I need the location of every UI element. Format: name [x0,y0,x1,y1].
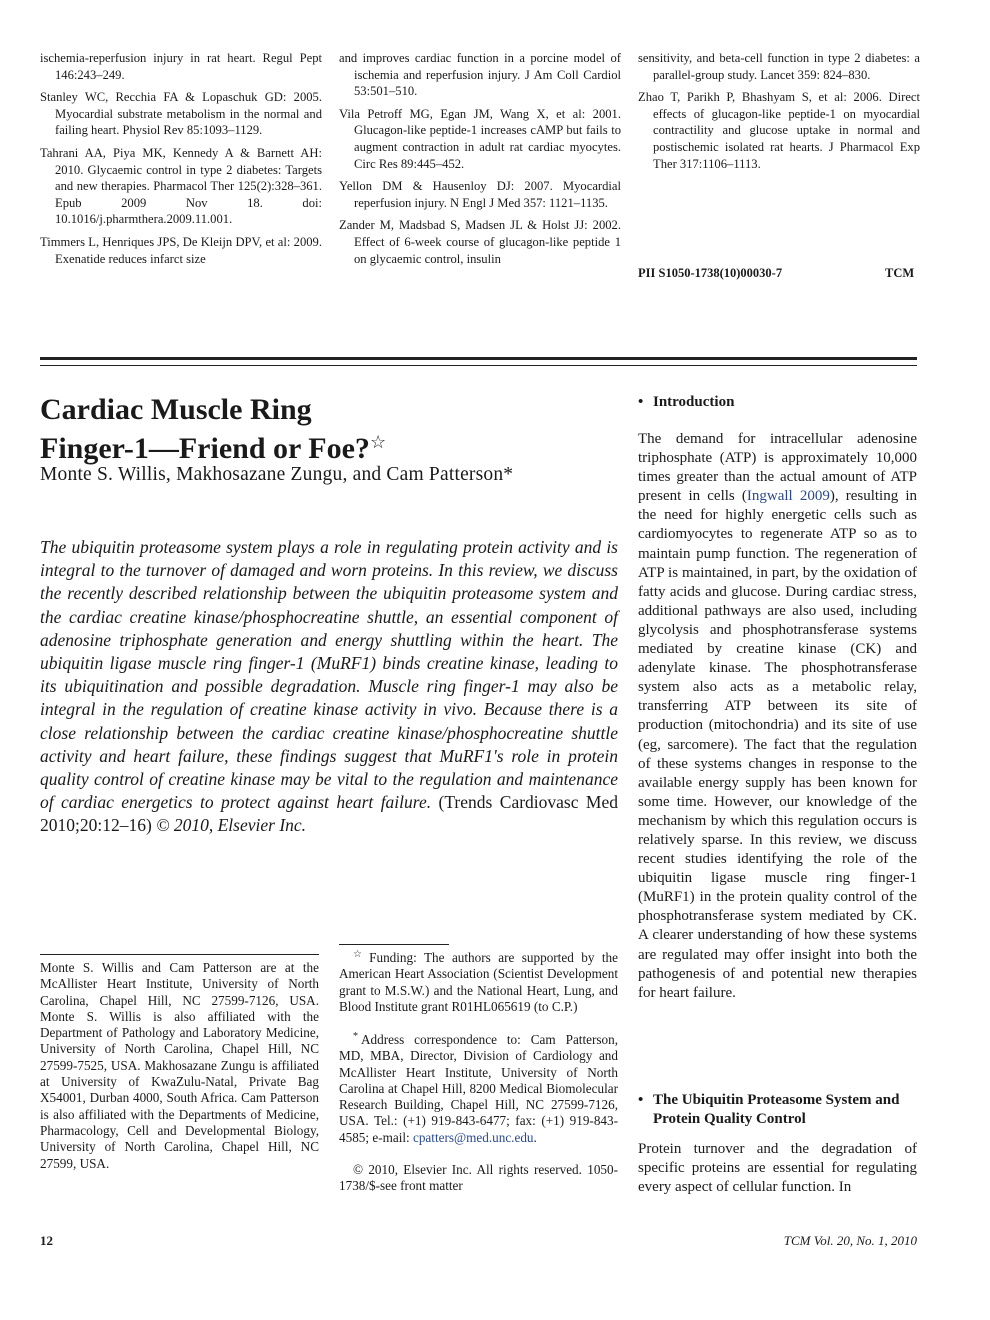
footnote-rule [339,944,449,945]
section2-heading-text: The Ubiquitin Proteasome System and Protein Quality Control [653,1092,900,1127]
section-divider-bottom [40,365,917,366]
section2-paragraph: Protein turnover and the degradation of specific proteins are essential for regulating every aspect of cellular function. In [638,1141,917,1196]
reference-item: ischemia-reperfusion injury in rat heart. Regul Pept 146:243–249. [40,51,322,82]
page-number: 12 [40,1233,53,1248]
title-star-mark: ☆ [369,432,387,452]
article-title [40,393,600,465]
intro-text-b: ), resulting in the need for highly energetic cells such as cardiomyocytes to regenerate ATP so as to maintain pump function. The regeneration of ATP is maintained, in part, by the oxidation of fatty acids and glucose. During cardiac stress, additional pathways are also used, including glycolysis and phosphotransferase systems mediated by creatine kinase (CK) and adenylate kinase. The phosphotransferase system also acts as a metabolic relay, transferring ATP between its site of production (mitochondria) and its site of use (eg, sarcomere). The fact that the regulation of these systems changes in response to the available energy supply has been known for some time. However, our knowledge of the mechanism by which this regulation occurs is relatively sparse. In this review, we discuss recent studies identifying the role of the ubiquitin ligase muscle ring finger-1 (MuRF1) in the protein quality control of the phosphotransferase system mediated by CK. A clearer understanding of how these systems are regulated may offer insight into both the pathogenesis of and potential new therapies for heart failure. [638,488,917,1001]
intro-heading [638,393,917,412]
reference-item: Timmers L, Henriques JPS, De Kleijn DPV, et al: 2009. Exenatide reduces infarct size [40,234,322,266]
references-column-1 [40,50,322,273]
address-text: Address correspondence to: Cam Patterson, MD, MBA, Director, Division of Cardiology and McAllister Heart Institute, University of North Carolina at Chapel Hill, 8200 Medical Biomolecular Research Building, Chapel Hill, NC 27599-7126, USA. Tel.: (+1) 919-843-6477; fax: (+1) 919-843-4585; e-mail: [339,1032,618,1145]
copyright-footnote: © 2010, Elsevier Inc. All rights reserved. 1050-1738/$-see front matter [339,1162,618,1194]
reference-item: Zander M, Madsbad S, Madsen JL & Holst JJ: 2002. Effect of 6-week course of glucagon-like peptide 1 on glycaemic control, insulin [339,218,621,266]
reference-item: Vila Petroff MG, Egan JM, Wang X, et al: 2001. Glucagon-like peptide-1 increases cAMP but fails to augment contraction in adult rat cardiac myocytes. Circ Res 89:445–452. [339,106,621,171]
references-column-3 [638,50,920,178]
address-end: . [533,1129,537,1145]
title-line-1: Cardiac Muscle Ring [40,393,312,426]
section-divider-top [40,357,917,360]
pii-code: PII S1050-1738(10)00030-7 [638,266,783,280]
journal-abbrev: TCM [885,266,915,280]
intro-text-a: The demand for intracellular adenosine triphosphate (ATP) is approximately 10,000 times greater than the actual amount of ATP present in cells ( [638,431,917,505]
abstract-text: The ubiquitin proteasome system plays a role in regulating protein activity and is integral to the turnover of damaged and worn proteins. In this review, we discuss the recently described relationship between the ubiquitin proteasome system and the cardiac creatine kinase/phosphocreatine shuttle, an essential component of adenosine triphosphate generation and energy shuttling within the heart. The ubiquitin ligase muscle ring finger-1 (MuRF1) binds creatine kinase, leading to its ubiquitination and possible degradation. Muscle ring finger-1 may also be integral in the regulation of creatine kinase activity in vivo. Because there is a close relationship between the cardiac creatine kinase/phosphocreatine shuttle activity and heart failure, these findings suggest that MuRF1's role in protein quality control of creatine kinase may be vital to the regulation and maintenance of cardiac energetics to protect against heart failure. [40,537,618,813]
bullet-icon: • [638,394,644,410]
funding-footnote [339,947,618,1015]
correspondence-footnote [339,1029,618,1146]
bullet-icon: • [638,1092,644,1108]
journal-footer: TCM Vol. 20, No. 1, 2010 [783,1233,917,1248]
reference-item: Yellon DM & Hausenloy DJ: 2007. Myocardial reperfusion injury. N Engl J Med 357: 1121–1135. [339,179,621,210]
affiliation-rule [40,954,319,955]
abstract-copyright: © 2010, Elsevier Inc. [156,815,307,836]
email-link[interactable]: cpatters@med.unc.edu [412,1129,534,1145]
references-column-2 [339,50,621,273]
article-authors: Monte S. Willis, Makhosazane Zungu, and Cam Patterson* [40,464,514,485]
title-line-2: Finger-1—Friend or Foe? [40,432,370,465]
reference-item: Stanley WC, Recchia FA & Lopaschuk GD: 2005. Myocardial substrate metabolism in the normal and failing heart. Physiol Rev 85:1093–1129. [40,90,322,138]
ingwall-citation-link[interactable]: Ingwall 2009 [746,488,830,505]
address-star-mark: * [353,1031,358,1042]
reference-item: Tahrani AA, Piya MK, Kennedy A & Barnett AH: 2010. Glycaemic control in type 2 diabetes: Targets and new therapies. Pharmacol Ther 125(2):328–361. Epub 2009 Nov 18. doi: 10.1016/j.pharmthera.2009.11.001. [40,145,322,227]
section2-heading [638,1091,917,1129]
citation: (Trends Cardiovasc Med 2010;20:12–16) [40,792,618,836]
reference-item: sensitivity, and beta-cell function in type 2 diabetes: a parallel-group study. Lancet 359: 824–830. [638,51,920,82]
funding-text: Funding: The authors are supported by the American Heart Association (Scientist Development grant to M.S.W.) and the National Heart, Lung, and Blood Institute grant R01HL065619 (to C.P.) [339,950,619,1014]
reference-item: Zhao T, Parikh P, Bhashyam S, et al: 2006. Direct effects of glucagon-like peptide-1 on myocardial contractility and glucose uptake in normal and postischemic isolated rat hearts. J Pharmacol Exp Ther 317:1106–1113. [638,90,920,171]
intro-heading-text: Introduction [653,394,735,410]
author-affiliation: Monte S. Willis and Cam Patterson are at the McAllister Heart Institute, University of North Carolina, Chapel Hill, NC 27599-7126, USA. Monte S. Willis is also affiliated with the Department of Pathology and Laboratory Medicine, University of North Carolina, Chapel Hill, NC 27599-7525, USA. Makhosazane Zungu is affiliated at University of KwaZulu-Natal, Private Bag X54001, Durban 4000, South Africa. Cam Patterson is also affiliated with the Departments of Medicine, Pharmacology, Cell and Developmental Biology, University of North Carolina, Chapel Hill, NC 27599, USA. [40,960,319,1171]
intro-paragraph [638,430,917,1003]
reference-item: and improves cardiac function in a porcine model of ischemia and reperfusion injury. J Am Coll Cardiol 53:501–510. [339,51,621,99]
abstract [40,536,618,838]
funding-star-mark: ☆ [353,949,367,960]
